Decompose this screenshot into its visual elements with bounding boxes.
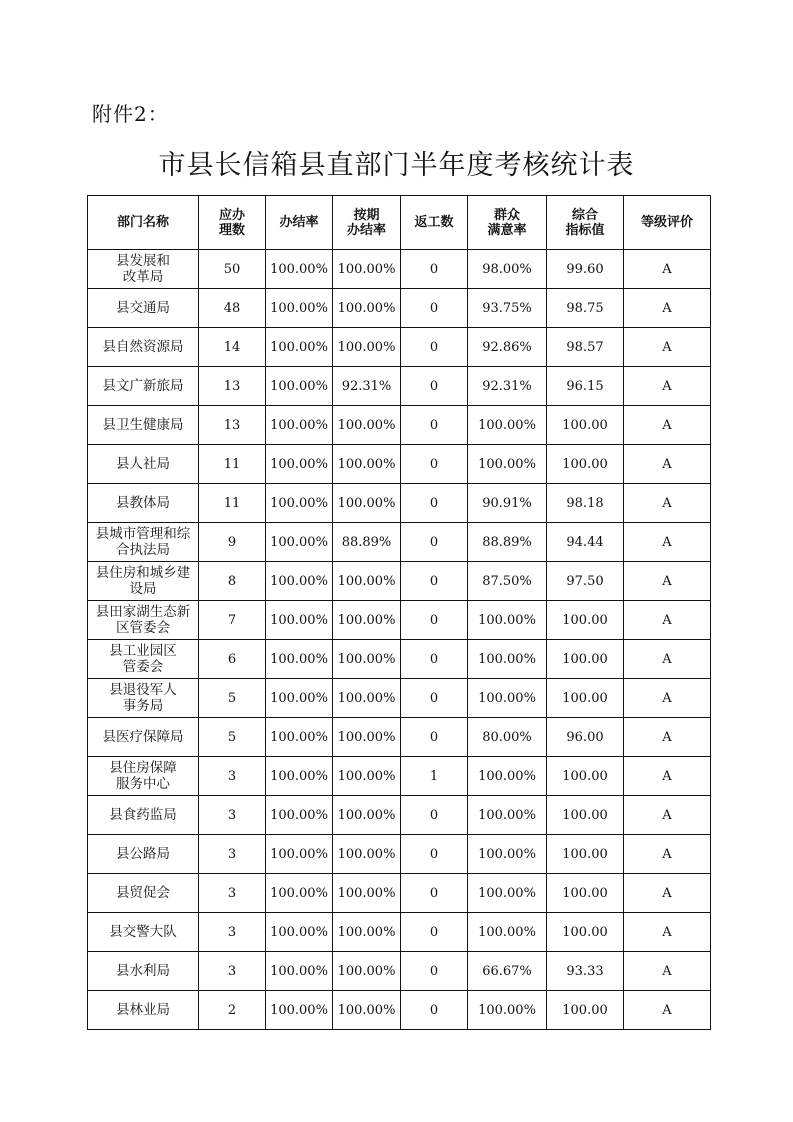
table-row — [88, 250, 711, 289]
cell-composite: 100.00 — [547, 874, 624, 913]
dept-name-line: 设局 — [129, 581, 157, 597]
header-composite — [547, 196, 624, 250]
cell-ontime: 100.00% — [333, 640, 401, 679]
cell-ontime: 100.00% — [333, 562, 401, 601]
dept-name-line: 改革局 — [122, 269, 164, 285]
cell-ontime: 100.00% — [333, 445, 401, 484]
cell-dept — [88, 913, 199, 952]
cell-count: 13 — [199, 406, 266, 445]
cell-composite: 100.00 — [547, 991, 624, 1030]
cell-count: 3 — [199, 835, 266, 874]
header-satisfaction-line2: 满意率 — [487, 222, 527, 238]
cell-count: 3 — [199, 874, 266, 913]
table-row — [88, 640, 711, 679]
dept-name-line: 县人社局 — [116, 456, 170, 472]
dept-name-line: 县住房保障 — [109, 760, 177, 776]
cell-grade: A — [624, 406, 711, 445]
cell-rework: 0 — [401, 484, 468, 523]
cell-count: 6 — [199, 640, 266, 679]
cell-grade: A — [624, 640, 711, 679]
cell-grade: A — [624, 991, 711, 1030]
cell-count: 8 — [199, 562, 266, 601]
dept-name-line: 县医疗保障局 — [102, 729, 184, 745]
dept-name-line: 县交警大队 — [109, 924, 177, 940]
cell-composite: 98.18 — [547, 484, 624, 523]
cell-rate: 100.00% — [266, 445, 333, 484]
cell-grade: A — [624, 523, 711, 562]
cell-rework: 0 — [401, 367, 468, 406]
cell-count: 50 — [199, 250, 266, 289]
cell-rate: 100.00% — [266, 406, 333, 445]
cell-composite: 100.00 — [547, 835, 624, 874]
header-dept: 部门名称 — [88, 196, 199, 250]
cell-grade: A — [624, 679, 711, 718]
cell-dept — [88, 484, 199, 523]
cell-ontime: 100.00% — [333, 328, 401, 367]
cell-rate: 100.00% — [266, 835, 333, 874]
dept-name-line: 管委会 — [122, 659, 164, 675]
cell-satisfaction: 92.86% — [468, 328, 547, 367]
cell-dept — [88, 250, 199, 289]
cell-ontime: 100.00% — [333, 250, 401, 289]
cell-count: 11 — [199, 445, 266, 484]
attachment-label: 附件2： — [92, 102, 169, 126]
cell-count: 5 — [199, 679, 266, 718]
dept-name-line: 县水利局 — [116, 963, 170, 979]
cell-rework: 0 — [401, 874, 468, 913]
table-row — [88, 601, 711, 640]
cell-rework: 0 — [401, 718, 468, 757]
table-row — [88, 445, 711, 484]
table-header-row — [88, 196, 711, 250]
cell-grade: A — [624, 835, 711, 874]
cell-count: 11 — [199, 484, 266, 523]
cell-grade: A — [624, 757, 711, 796]
cell-grade: A — [624, 289, 711, 328]
dept-name-line: 县教体局 — [116, 495, 170, 511]
cell-dept — [88, 991, 199, 1030]
table-row — [88, 991, 711, 1030]
cell-rework: 0 — [401, 562, 468, 601]
cell-dept — [88, 289, 199, 328]
cell-composite: 99.60 — [547, 250, 624, 289]
cell-satisfaction: 100.00% — [468, 913, 547, 952]
header-composite-line1: 综合 — [571, 207, 598, 223]
cell-dept — [88, 952, 199, 991]
cell-dept — [88, 601, 199, 640]
cell-count: 3 — [199, 796, 266, 835]
cell-count: 48 — [199, 289, 266, 328]
cell-rework: 0 — [401, 640, 468, 679]
cell-rework: 0 — [401, 445, 468, 484]
header-satisfaction — [468, 196, 547, 250]
cell-count: 3 — [199, 757, 266, 796]
cell-composite: 100.00 — [547, 445, 624, 484]
stats-table — [87, 195, 711, 1030]
cell-ontime: 88.89% — [333, 523, 401, 562]
cell-satisfaction: 100.00% — [468, 406, 547, 445]
cell-satisfaction: 100.00% — [468, 640, 547, 679]
cell-rework: 0 — [401, 289, 468, 328]
cell-ontime: 100.00% — [333, 718, 401, 757]
table-row — [88, 328, 711, 367]
table-row — [88, 523, 711, 562]
header-count-line1: 应办 — [218, 207, 245, 223]
cell-count: 2 — [199, 991, 266, 1030]
cell-composite: 94.44 — [547, 523, 624, 562]
cell-dept — [88, 718, 199, 757]
cell-rework: 0 — [401, 250, 468, 289]
cell-rework: 1 — [401, 757, 468, 796]
cell-rework: 0 — [401, 601, 468, 640]
cell-composite: 93.33 — [547, 952, 624, 991]
dept-name-line: 县住房和城乡建 — [95, 565, 191, 581]
dept-name-line: 县林业局 — [116, 1002, 170, 1018]
cell-satisfaction: 92.31% — [468, 367, 547, 406]
cell-satisfaction: 100.00% — [468, 796, 547, 835]
header-count-line2: 理数 — [218, 222, 245, 238]
cell-rate: 100.00% — [266, 991, 333, 1030]
table-row — [88, 874, 711, 913]
cell-ontime: 100.00% — [333, 835, 401, 874]
cell-grade: A — [624, 952, 711, 991]
cell-dept — [88, 640, 199, 679]
cell-rework: 0 — [401, 679, 468, 718]
dept-name-line: 县交通局 — [116, 300, 170, 316]
dept-name-line: 县贸促会 — [116, 885, 170, 901]
cell-satisfaction: 100.00% — [468, 757, 547, 796]
cell-composite: 100.00 — [547, 601, 624, 640]
dept-name-line: 区管委会 — [116, 620, 170, 636]
cell-rate: 100.00% — [266, 523, 333, 562]
cell-grade: A — [624, 874, 711, 913]
header-ontime — [333, 196, 401, 250]
cell-composite: 100.00 — [547, 796, 624, 835]
cell-rate: 100.00% — [266, 601, 333, 640]
cell-rate: 100.00% — [266, 913, 333, 952]
cell-dept — [88, 406, 199, 445]
cell-dept — [88, 757, 199, 796]
cell-rework: 0 — [401, 406, 468, 445]
cell-rate: 100.00% — [266, 874, 333, 913]
cell-satisfaction: 87.50% — [468, 562, 547, 601]
dept-name-line: 县退役军人 — [109, 682, 177, 698]
cell-count: 5 — [199, 718, 266, 757]
dept-name-line: 县发展和 — [116, 253, 170, 269]
header-rate: 办结率 — [266, 196, 333, 250]
header-rework: 返工数 — [401, 196, 468, 250]
cell-grade: A — [624, 250, 711, 289]
cell-dept — [88, 367, 199, 406]
cell-satisfaction: 88.89% — [468, 523, 547, 562]
dept-name-line: 服务中心 — [116, 776, 170, 792]
cell-ontime: 100.00% — [333, 406, 401, 445]
table-row — [88, 952, 711, 991]
cell-rate: 100.00% — [266, 952, 333, 991]
cell-composite: 100.00 — [547, 913, 624, 952]
table-row — [88, 835, 711, 874]
cell-dept — [88, 328, 199, 367]
cell-grade: A — [624, 913, 711, 952]
table-row — [88, 367, 711, 406]
cell-composite: 96.15 — [547, 367, 624, 406]
header-ontime-line2: 办结率 — [346, 222, 386, 238]
cell-composite: 98.75 — [547, 289, 624, 328]
dept-name-line: 县文广新旅局 — [102, 378, 184, 394]
cell-satisfaction: 98.00% — [468, 250, 547, 289]
cell-count: 7 — [199, 601, 266, 640]
cell-rework: 0 — [401, 991, 468, 1030]
cell-rate: 100.00% — [266, 640, 333, 679]
cell-composite: 100.00 — [547, 757, 624, 796]
cell-rate: 100.00% — [266, 484, 333, 523]
cell-satisfaction: 100.00% — [468, 601, 547, 640]
cell-rework: 0 — [401, 328, 468, 367]
cell-grade: A — [624, 562, 711, 601]
table-row — [88, 484, 711, 523]
cell-grade: A — [624, 328, 711, 367]
cell-rate: 100.00% — [266, 679, 333, 718]
header-count — [199, 196, 266, 250]
cell-composite: 100.00 — [547, 406, 624, 445]
cell-dept — [88, 562, 199, 601]
dept-name-line: 县城市管理和综 — [95, 526, 191, 542]
cell-count: 3 — [199, 913, 266, 952]
cell-ontime: 100.00% — [333, 913, 401, 952]
cell-dept — [88, 679, 199, 718]
cell-satisfaction: 100.00% — [468, 445, 547, 484]
cell-grade: A — [624, 445, 711, 484]
cell-count: 14 — [199, 328, 266, 367]
cell-ontime: 100.00% — [333, 601, 401, 640]
dept-name-line: 县卫生健康局 — [102, 417, 184, 433]
cell-rate: 100.00% — [266, 289, 333, 328]
cell-grade: A — [624, 484, 711, 523]
cell-dept — [88, 523, 199, 562]
cell-satisfaction: 80.00% — [468, 718, 547, 757]
cell-rate: 100.00% — [266, 757, 333, 796]
cell-dept — [88, 796, 199, 835]
cell-composite: 96.00 — [547, 718, 624, 757]
cell-composite: 100.00 — [547, 679, 624, 718]
cell-satisfaction: 90.91% — [468, 484, 547, 523]
cell-rate: 100.00% — [266, 796, 333, 835]
cell-ontime: 100.00% — [333, 289, 401, 328]
cell-ontime: 100.00% — [333, 679, 401, 718]
cell-rework: 0 — [401, 913, 468, 952]
cell-dept — [88, 445, 199, 484]
table-row — [88, 289, 711, 328]
cell-satisfaction: 100.00% — [468, 991, 547, 1030]
dept-name-line: 合执法局 — [116, 542, 170, 558]
cell-rework: 0 — [401, 952, 468, 991]
header-grade: 等级评价 — [624, 196, 711, 250]
table-row — [88, 679, 711, 718]
cell-composite: 98.57 — [547, 328, 624, 367]
cell-grade: A — [624, 796, 711, 835]
header-composite-line2: 指标值 — [565, 222, 605, 238]
table-body — [88, 250, 711, 1030]
cell-rate: 100.00% — [266, 367, 333, 406]
cell-ontime: 100.00% — [333, 484, 401, 523]
cell-rework: 0 — [401, 796, 468, 835]
table-row — [88, 406, 711, 445]
header-satisfaction-line1: 群众 — [493, 207, 520, 223]
cell-rework: 0 — [401, 523, 468, 562]
table-row — [88, 562, 711, 601]
cell-composite: 100.00 — [547, 640, 624, 679]
table-row — [88, 796, 711, 835]
cell-dept — [88, 874, 199, 913]
cell-grade: A — [624, 718, 711, 757]
cell-satisfaction: 100.00% — [468, 835, 547, 874]
dept-name-line: 县自然资源局 — [102, 339, 184, 355]
cell-ontime: 100.00% — [333, 952, 401, 991]
cell-rework: 0 — [401, 835, 468, 874]
cell-rate: 100.00% — [266, 328, 333, 367]
cell-rate: 100.00% — [266, 562, 333, 601]
header-ontime-line1: 按期 — [353, 207, 380, 223]
cell-rate: 100.00% — [266, 250, 333, 289]
cell-ontime: 100.00% — [333, 874, 401, 913]
cell-rate: 100.00% — [266, 718, 333, 757]
cell-grade: A — [624, 367, 711, 406]
cell-count: 9 — [199, 523, 266, 562]
cell-ontime: 100.00% — [333, 757, 401, 796]
cell-grade: A — [624, 601, 711, 640]
dept-name-line: 县田家湖生态新 — [95, 604, 191, 620]
table-row — [88, 718, 711, 757]
cell-satisfaction: 93.75% — [468, 289, 547, 328]
cell-count: 13 — [199, 367, 266, 406]
dept-name-line: 县食药监局 — [109, 807, 177, 823]
cell-ontime: 100.00% — [333, 991, 401, 1030]
dept-name-line: 事务局 — [122, 698, 164, 714]
cell-count: 3 — [199, 952, 266, 991]
cell-satisfaction: 100.00% — [468, 874, 547, 913]
cell-satisfaction: 66.67% — [468, 952, 547, 991]
dept-name-line: 县公路局 — [116, 846, 170, 862]
table-row — [88, 913, 711, 952]
cell-dept — [88, 835, 199, 874]
table-row — [88, 757, 711, 796]
page-title: 市县长信箱县直部门半年度考核统计表 — [158, 150, 635, 181]
cell-ontime: 92.31% — [333, 367, 401, 406]
cell-composite: 97.50 — [547, 562, 624, 601]
cell-ontime: 100.00% — [333, 796, 401, 835]
cell-satisfaction: 100.00% — [468, 679, 547, 718]
dept-name-line: 县工业园区 — [109, 643, 177, 659]
